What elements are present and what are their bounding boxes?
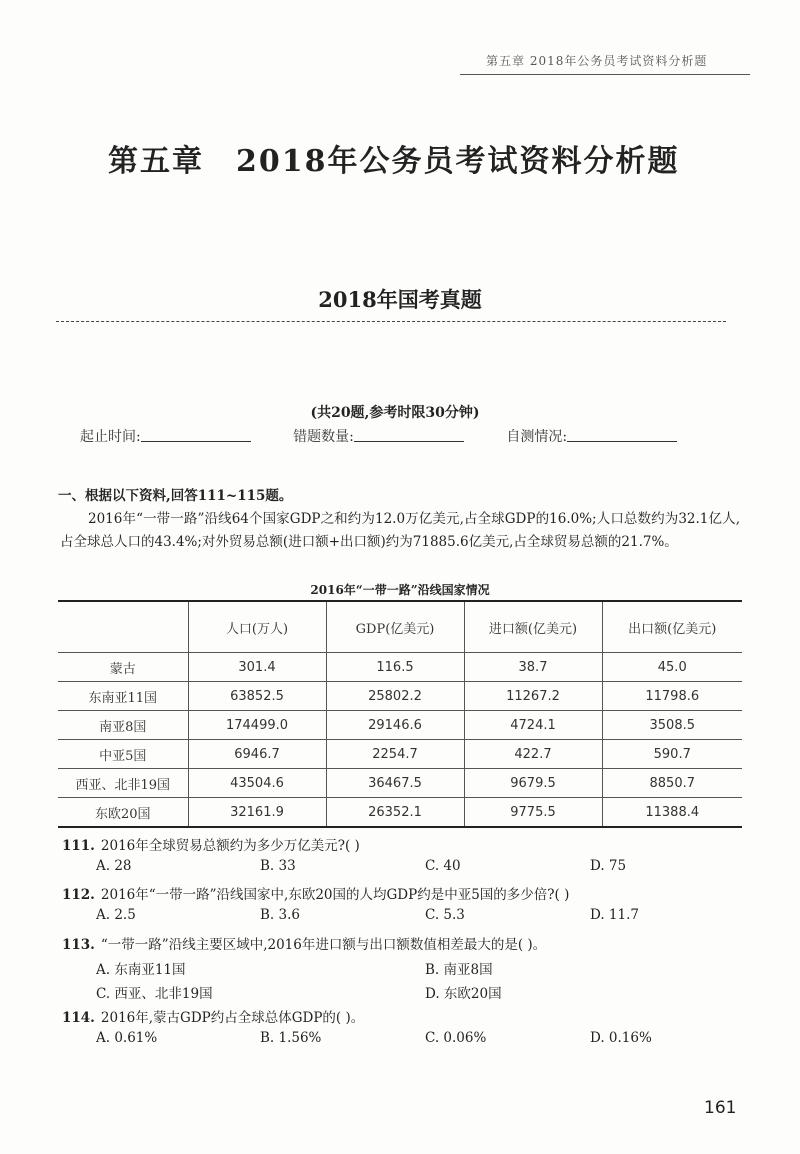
table-cell: 11798.6 [602,682,742,711]
option-a[interactable]: A. 28 [96,858,132,874]
meta-field-label: 自测情况: [506,429,568,445]
table-cell: 43504.6 [188,769,326,798]
table-cell: 38.7 [464,653,602,682]
table-cell: 2254.7 [326,740,464,769]
table-cell: 8850.7 [602,769,742,798]
exam-subtitle: (共20题,参考时限30分钟) [310,405,480,421]
meta-field-errors [293,429,464,445]
option-b[interactable]: B. 33 [260,858,296,874]
question-111 [62,834,360,854]
table-row-label: 南亚8国 [58,711,188,740]
option-a[interactable]: A. 东南亚11国 [96,962,186,978]
table-header-cell: 出口额(亿美元) [602,601,742,653]
table-cell: 4724.1 [464,711,602,740]
table-cell: 11388.4 [602,798,742,828]
table-cell: 29146.6 [326,711,464,740]
option-c[interactable]: C. 40 [425,858,461,874]
option-c[interactable]: C. 0.06% [425,1030,487,1046]
table-cell: 9775.5 [464,798,602,828]
table-row [58,653,742,682]
question-112 [62,883,569,903]
table-cell: 3508.5 [602,711,742,740]
table-row [58,798,742,828]
table-row [58,711,742,740]
table-cell: 590.7 [602,740,742,769]
option-c[interactable]: C. 5.3 [425,907,465,923]
data-table [58,600,742,828]
option-d[interactable]: D. 75 [590,858,627,874]
table-header-cell: 人口(万人) [188,601,326,653]
table-cell: 422.7 [464,740,602,769]
table-cell: 301.4 [188,653,326,682]
table-cell: 9679.5 [464,769,602,798]
question-114 [62,1006,364,1026]
option-d[interactable]: D. 东欧20国 [425,986,502,1002]
table-cell: 32161.9 [188,798,326,828]
meta-fields [80,426,720,446]
table-cell: 63852.5 [188,682,326,711]
table-cell: 174499.0 [188,711,326,740]
exam-title-rule [56,321,726,322]
option-a[interactable]: A. 2.5 [96,907,136,923]
table-title: 2016年“一带一路”沿线国家情况 [310,583,490,597]
option-d[interactable]: D. 0.16% [590,1030,652,1046]
header-rule [460,74,750,75]
table-header-cell: 进口额(亿美元) [464,601,602,653]
passage: 2016年“一带一路”沿线64个国家GDP之和约为12.0万亿美元,占全球GDP的16.0%;人口总数约为32.1亿人,占全球总人口的43.4%;对外贸易总额(进口额+出口额)约为71885.6亿美元,占全球贸易总额的21.7%。 [60,511,740,550]
table-header-cell [58,601,188,653]
meta-field-time [80,429,251,445]
table-row [58,682,742,711]
section-heading: 一、根据以下资料,回答111~115题。 [58,488,293,504]
meta-field-label: 错题数量: [293,429,354,445]
table-row-label: 东欧20国 [58,798,188,828]
table-cell: 6946.7 [188,740,326,769]
option-b[interactable]: B. 南亚8国 [425,962,493,978]
page-number: 161 [704,1098,737,1118]
question-number: 111. [62,838,95,854]
table-header-row [58,601,742,653]
question-text: 2016年,蒙古GDP约占全球总体GDP的( )。 [100,1010,365,1026]
option-b[interactable]: B. 1.56% [260,1030,322,1046]
meta-field-blank[interactable] [141,429,251,442]
question-113 [62,933,546,953]
question-number: 113. [62,937,95,953]
option-d[interactable]: D. 11.7 [590,907,639,923]
meta-field-blank[interactable] [567,429,677,442]
question-text: 2016年全球贸易总额约为多少万亿美元?( ) [100,838,360,854]
table-cell: 25802.2 [326,682,464,711]
table-cell: 26352.1 [326,798,464,828]
meta-field-blank[interactable] [354,429,464,442]
question-text: “一带一路”沿线主要区域中,2016年进口额与出口额数值相差最大的是( )。 [100,937,547,953]
table-header-cell: GDP(亿美元) [326,601,464,653]
table-row-label: 蒙古 [58,653,188,682]
table-cell: 36467.5 [326,769,464,798]
table-row-label: 中亚5国 [58,740,188,769]
running-header: 第五章 2018年公务员考试资料分析题 [486,54,708,68]
meta-field-self-test [506,429,677,445]
table-row [58,769,742,798]
table-cell: 11267.2 [464,682,602,711]
question-number: 112. [62,887,95,903]
table-cell: 116.5 [326,653,464,682]
table-row [58,740,742,769]
table-row-label: 西亚、北非19国 [58,769,188,798]
table-cell: 45.0 [602,653,742,682]
table-row-label: 东南亚11国 [58,682,188,711]
exam-title: 2018年国考真题 [318,287,482,312]
option-c[interactable]: C. 西亚、北非19国 [96,986,213,1002]
question-text: 2016年“一带一路”沿线国家中,东欧20国的人均GDP约是中亚5国的多少倍?( ) [100,887,570,903]
meta-field-label: 起止时间: [80,429,141,445]
option-a[interactable]: A. 0.61% [96,1030,158,1046]
question-number: 114. [62,1010,95,1026]
option-b[interactable]: B. 3.6 [260,907,300,923]
chapter-title: 第五章 2018年公务员考试资料分析题 [108,144,680,179]
